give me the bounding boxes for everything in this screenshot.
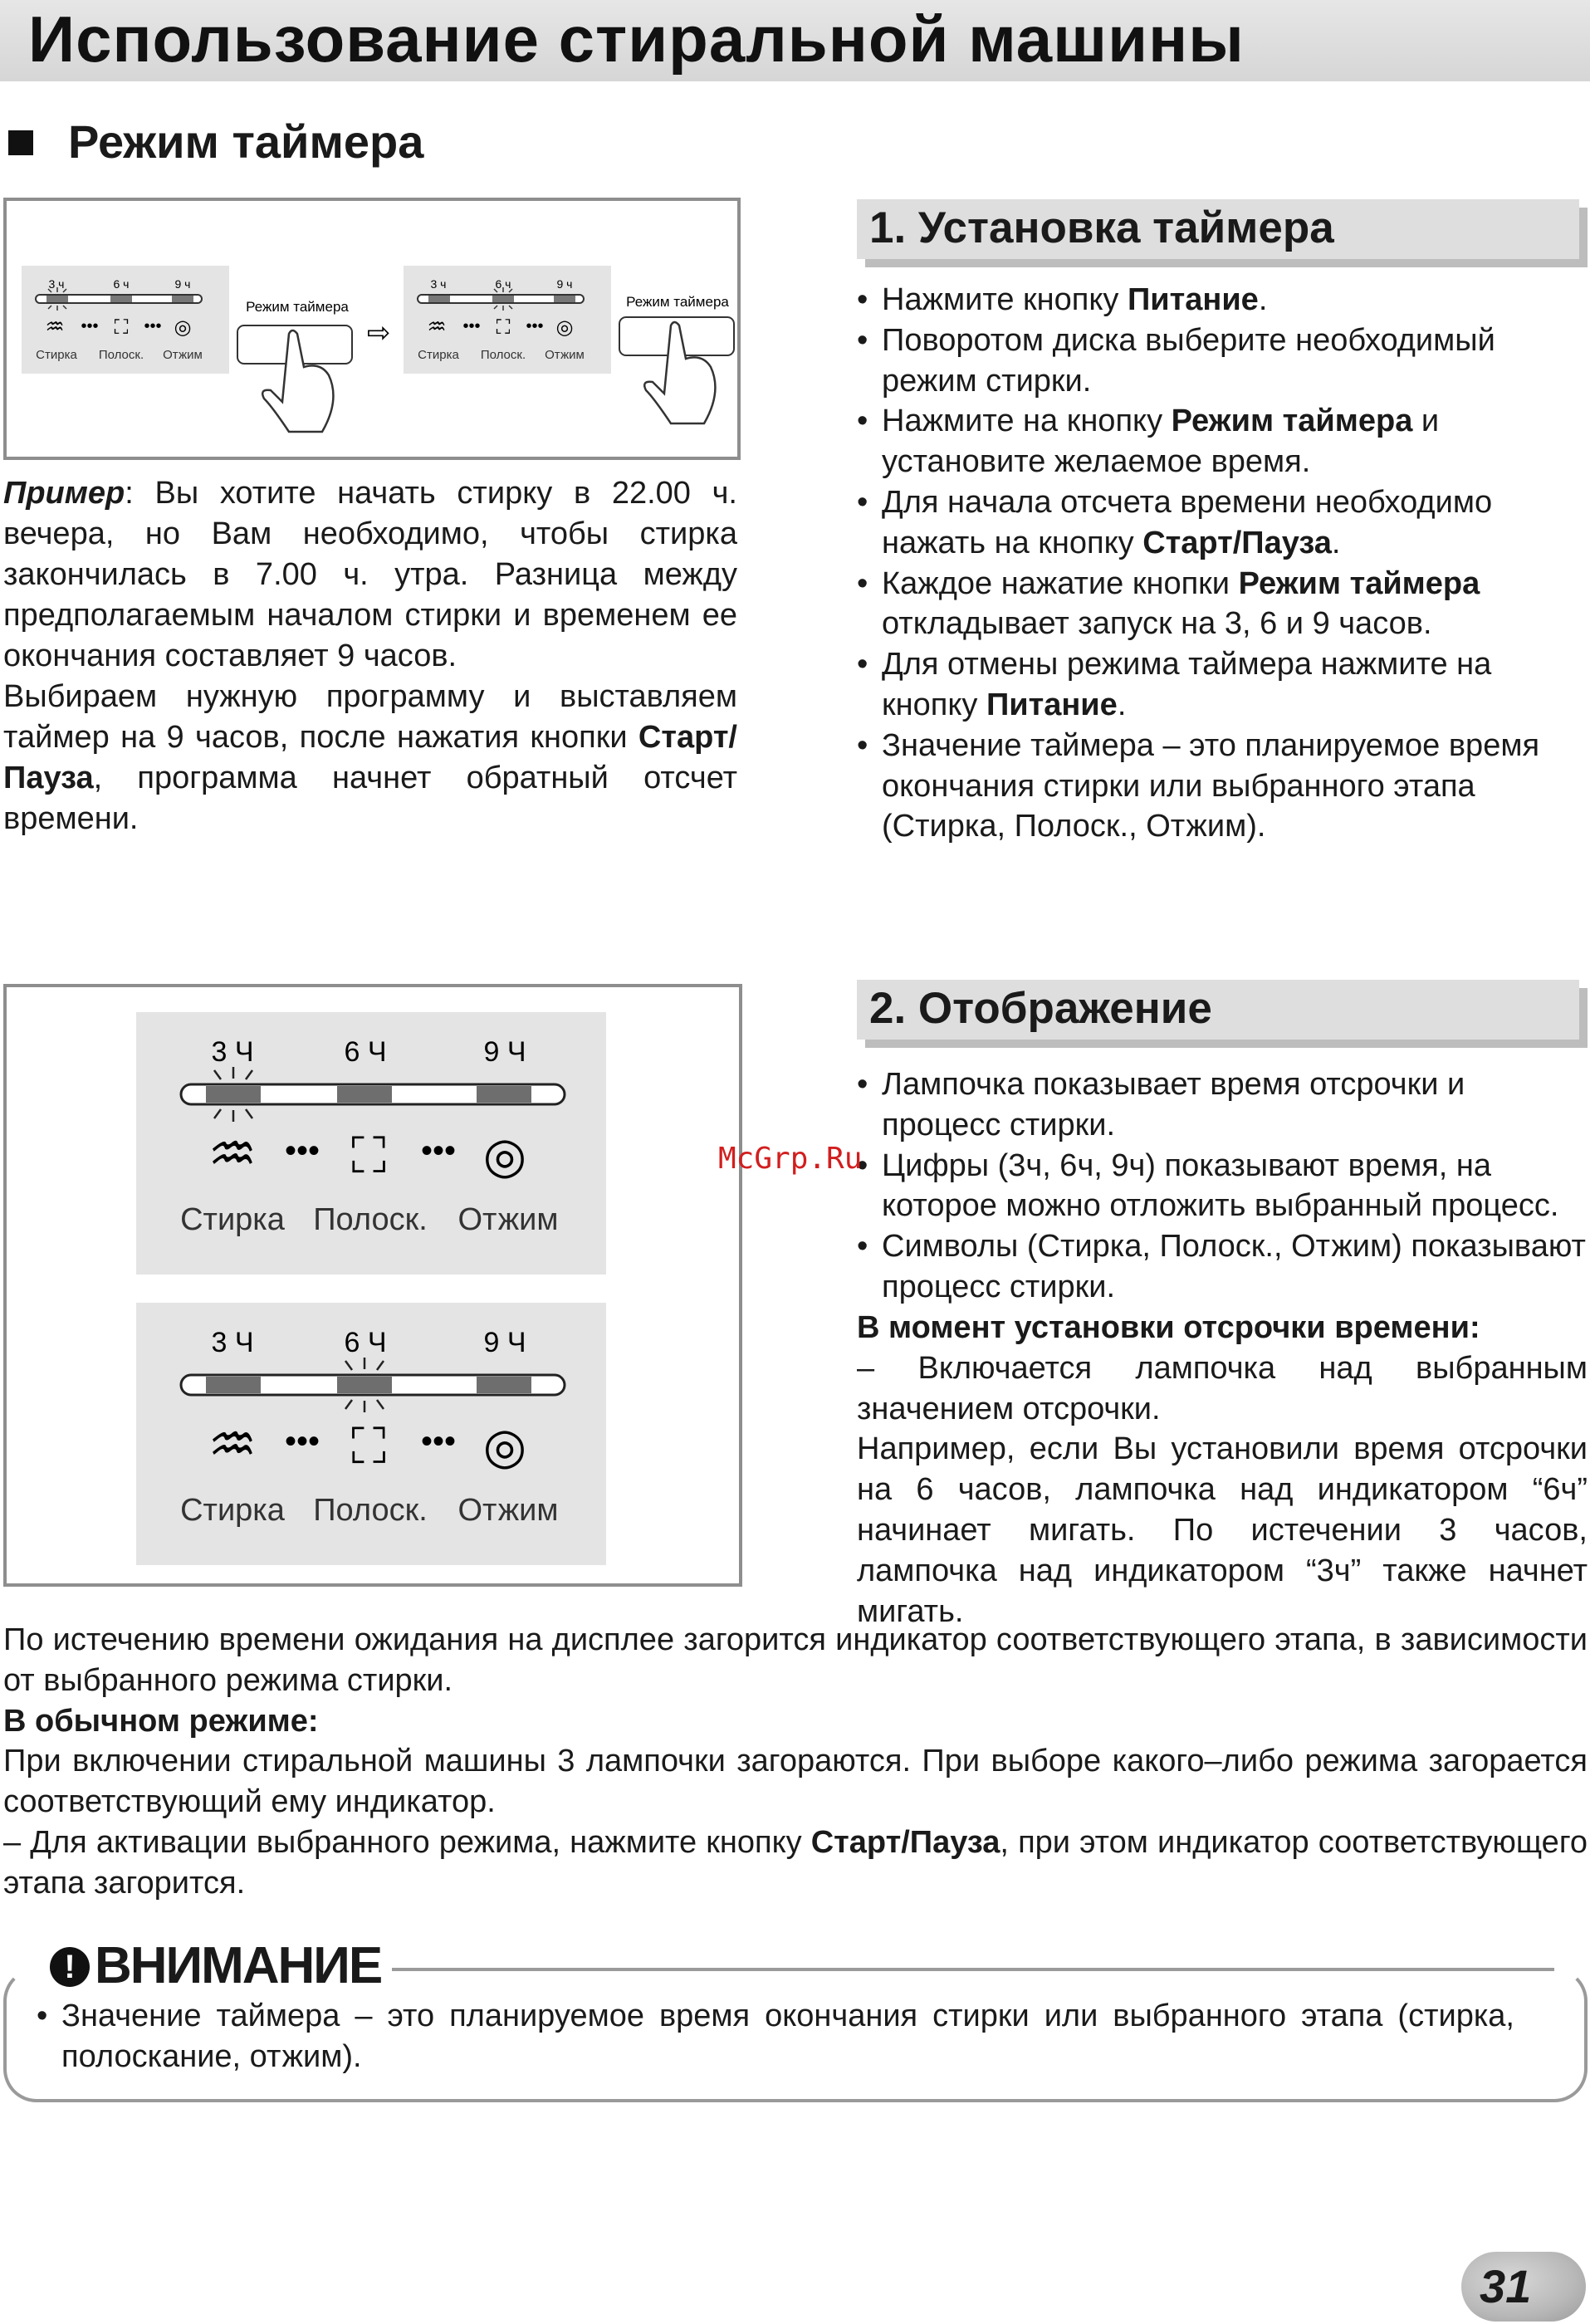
mini1-time-9: 9 ч bbox=[174, 277, 191, 291]
panel-b-lamp-3 bbox=[477, 1377, 531, 1393]
mini2-lamp-1 bbox=[428, 296, 450, 302]
section-bullet-square bbox=[8, 130, 33, 155]
wash-icon: ♒ bbox=[208, 1123, 257, 1184]
panel-a-stage-rinse: Полоск. bbox=[313, 1202, 428, 1237]
mini2-time-9: 9 ч bbox=[556, 277, 573, 291]
panel-b-stage-rinse: Полоск. bbox=[313, 1493, 428, 1528]
mini1-lamp-1 bbox=[46, 296, 68, 302]
setup-bullet: • Каждое нажатие кнопки Режим таймера откладывает запуск на 3, 6 и 9 часов. bbox=[857, 564, 1571, 645]
panel-b-stage-spin: Отжим bbox=[457, 1493, 559, 1528]
mini2-time-6: 6 ч bbox=[495, 277, 511, 291]
example-text-2a: Выбираем нужную программу и выставляем таймер на 9 часов, после нажатия кнопки bbox=[3, 679, 737, 755]
warning-icon: ! bbox=[50, 1947, 90, 1987]
display-subheading: В момент установки отсрочки времени: bbox=[857, 1310, 1480, 1345]
attention-list bbox=[37, 1996, 1514, 2077]
mini2-wash-icon: ♒ bbox=[427, 314, 447, 339]
timer-setup-heading: 1. Установка таймера bbox=[857, 199, 1579, 259]
mini1-lamp-3 bbox=[172, 296, 193, 302]
mini1-stage-wash: Стирка bbox=[36, 348, 77, 362]
setup-bullet: • Нажмите на кнопку Режим таймера и установите желаемое время. bbox=[857, 401, 1571, 482]
mini1-spin-icon: ◎ bbox=[174, 316, 192, 339]
mini1-dots-2: ••• bbox=[144, 317, 162, 335]
watermark: McGrp.Ru bbox=[718, 1142, 863, 1176]
bottom-para-3: – Для активации выбранного режима, нажмите кнопку Старт/Пауза, при этом индикатор соответствующего этапа загорится. bbox=[3, 1824, 1588, 1901]
dots-icon: ••• bbox=[420, 1423, 457, 1460]
attention-top-line bbox=[392, 1968, 1554, 1971]
example-line-2 bbox=[3, 677, 737, 839]
timer-setup-svg bbox=[7, 201, 737, 457]
panel-a-time-6: 6 Ч bbox=[344, 1036, 387, 1068]
panel-a-lamp-1 bbox=[206, 1086, 261, 1103]
mini1-time-6: 6 ч bbox=[113, 277, 130, 291]
setup-bullet: • Поворотом диска выберите необходимый режим стирки. bbox=[857, 320, 1571, 402]
page-number: 31 bbox=[1480, 2260, 1532, 2312]
setup-bullet: • Нажмите кнопку Питание. bbox=[857, 280, 1571, 320]
panel-b-lamp-2 bbox=[337, 1377, 392, 1393]
mini2-stage-rinse: Полоск. bbox=[480, 348, 526, 362]
example-text-2c: , программа начнет обратный отсчет времени. bbox=[3, 761, 737, 836]
mini1-button-label: Режим таймера bbox=[246, 299, 349, 315]
attention-title bbox=[50, 1935, 389, 1998]
attention-text: • Значение таймера – это планируемое время окончания стирки или выбранного этапа (стирка, полоскание, отжим). bbox=[37, 1996, 1514, 2077]
mini2-lamp-2 bbox=[492, 296, 514, 302]
example-start-pause: Старт/Пауза bbox=[3, 720, 737, 795]
display-list bbox=[857, 1064, 1588, 1308]
mini2-stage-wash: Стирка bbox=[418, 348, 459, 362]
display-illustration bbox=[3, 984, 742, 1587]
panel-a-time-3: 3 Ч bbox=[211, 1036, 254, 1068]
panel-a-lamp-3 bbox=[477, 1086, 531, 1103]
rinse-icon: ⛶ bbox=[351, 1128, 386, 1183]
dots-icon: ••• bbox=[420, 1133, 457, 1169]
bottom-heading: В обычном режиме: bbox=[3, 1703, 319, 1739]
mini1-dots-1: ••• bbox=[81, 317, 99, 335]
bottom-text bbox=[3, 1620, 1588, 1904]
arrow-icon: ⇨ bbox=[366, 317, 391, 349]
panel-a-lamp-2 bbox=[337, 1086, 392, 1103]
mini2-time-3: 3 ч bbox=[430, 277, 447, 291]
panel-b-time-3: 3 Ч bbox=[211, 1327, 254, 1358]
panel-b-stage-wash: Стирка bbox=[180, 1493, 285, 1528]
mini1-lamp-2 bbox=[110, 296, 132, 302]
mini1-time-3: 3 ч bbox=[48, 277, 65, 291]
mini2-rinse-icon: ⛶ bbox=[496, 316, 511, 339]
mini2-spin-icon: ◎ bbox=[555, 316, 574, 339]
bottom-para-2: При включении стиральной машины 3 лампочки загораются. При выборе какого–либо режима загорается соответствующий ему индикатор. bbox=[3, 1744, 1588, 1820]
panel-a-stage-spin: Отжим bbox=[457, 1202, 559, 1237]
display-svg bbox=[7, 987, 739, 1583]
timer-setup-list bbox=[857, 280, 1571, 847]
spin-icon: ◎ bbox=[482, 1418, 527, 1474]
display-bullet: • Цифры (3ч, 6ч, 9ч) показывают время, на которое можно отложить выбранный процесс. bbox=[857, 1146, 1588, 1227]
mini2-dots-2: ••• bbox=[526, 317, 544, 335]
dots-icon: ••• bbox=[284, 1423, 320, 1460]
dots-icon: ••• bbox=[284, 1133, 320, 1169]
attention-title-text: ВНИМАНИЕ bbox=[95, 1937, 382, 1994]
spin-icon: ◎ bbox=[482, 1128, 527, 1183]
rinse-icon: ⛶ bbox=[351, 1418, 386, 1474]
display-delay-block bbox=[857, 1308, 1588, 1632]
setup-bullet: • Значение таймера – это планируемое время окончания стирки или выбранного этапа (Стирка, Полоск., Отжим). bbox=[857, 726, 1571, 847]
timer-setup-illustration bbox=[3, 198, 741, 460]
example-line-1 bbox=[3, 473, 737, 677]
mini1-stage-rinse: Полоск. bbox=[98, 348, 144, 362]
page-title: Использование стиральной машины bbox=[28, 2, 1245, 76]
bottom-para-1: По истечению времени ожидания на дисплее загорится индикатор соответствующего этапа, в зависимости от выбранного режима стирки. bbox=[3, 1622, 1588, 1698]
mini1-rinse-icon: ⛶ bbox=[114, 316, 129, 339]
display-bullet: • Лампочка показывает время отсрочки и процесс стирки. bbox=[857, 1064, 1588, 1146]
panel-a-time-9: 9 Ч bbox=[483, 1036, 526, 1068]
setup-bullet: • Для отмены режима таймера нажмите на кнопку Питание. bbox=[857, 644, 1571, 726]
mini2-button-label: Режим таймера bbox=[626, 294, 729, 310]
wash-icon: ♒ bbox=[208, 1413, 257, 1475]
section-title: Режим таймера bbox=[68, 115, 424, 168]
display-line-1: – Включается лампочка над выбранным значением отсрочки. bbox=[857, 1350, 1588, 1426]
panel-a-stage-wash: Стирка bbox=[180, 1202, 285, 1237]
display-line-2: Например, если Вы установили время отсрочки на 6 часов, лампочка над индикатором “6ч” начинает мигать. По истечении 3 часов, лампочка над индикатором “3ч” также начнет мигать. bbox=[857, 1431, 1588, 1629]
mini2-dots-1: ••• bbox=[462, 317, 481, 335]
example-label: Пример bbox=[3, 476, 125, 511]
mini2-stage-spin: Отжим bbox=[545, 348, 585, 362]
example-text-1: : Вы хотите начать стирку в 22.00 ч. вечера, но Вам необходимо, чтобы стирка закончилась в 7.00 ч. утра. Разница между предполагаемым началом стирки и временем ее окончания составляет 9 часов. bbox=[3, 476, 737, 673]
panel-b-lamp-1 bbox=[206, 1377, 261, 1393]
display-bullet: • Символы (Стирка, Полоск., Отжим) показывают процесс стирки. bbox=[857, 1226, 1588, 1308]
mini1-wash-icon: ♒ bbox=[45, 314, 65, 339]
example-paragraph bbox=[3, 473, 737, 839]
display-heading: 2. Отображение bbox=[857, 980, 1579, 1040]
mini1-stage-spin: Отжим bbox=[163, 348, 203, 362]
mini2-lamp-3 bbox=[554, 296, 575, 302]
setup-bullet: • Для начала отсчета времени необходимо нажать на кнопку Старт/Пауза. bbox=[857, 482, 1571, 564]
panel-b-time-9: 9 Ч bbox=[483, 1327, 526, 1358]
panel-b-time-6: 6 Ч bbox=[344, 1327, 387, 1358]
